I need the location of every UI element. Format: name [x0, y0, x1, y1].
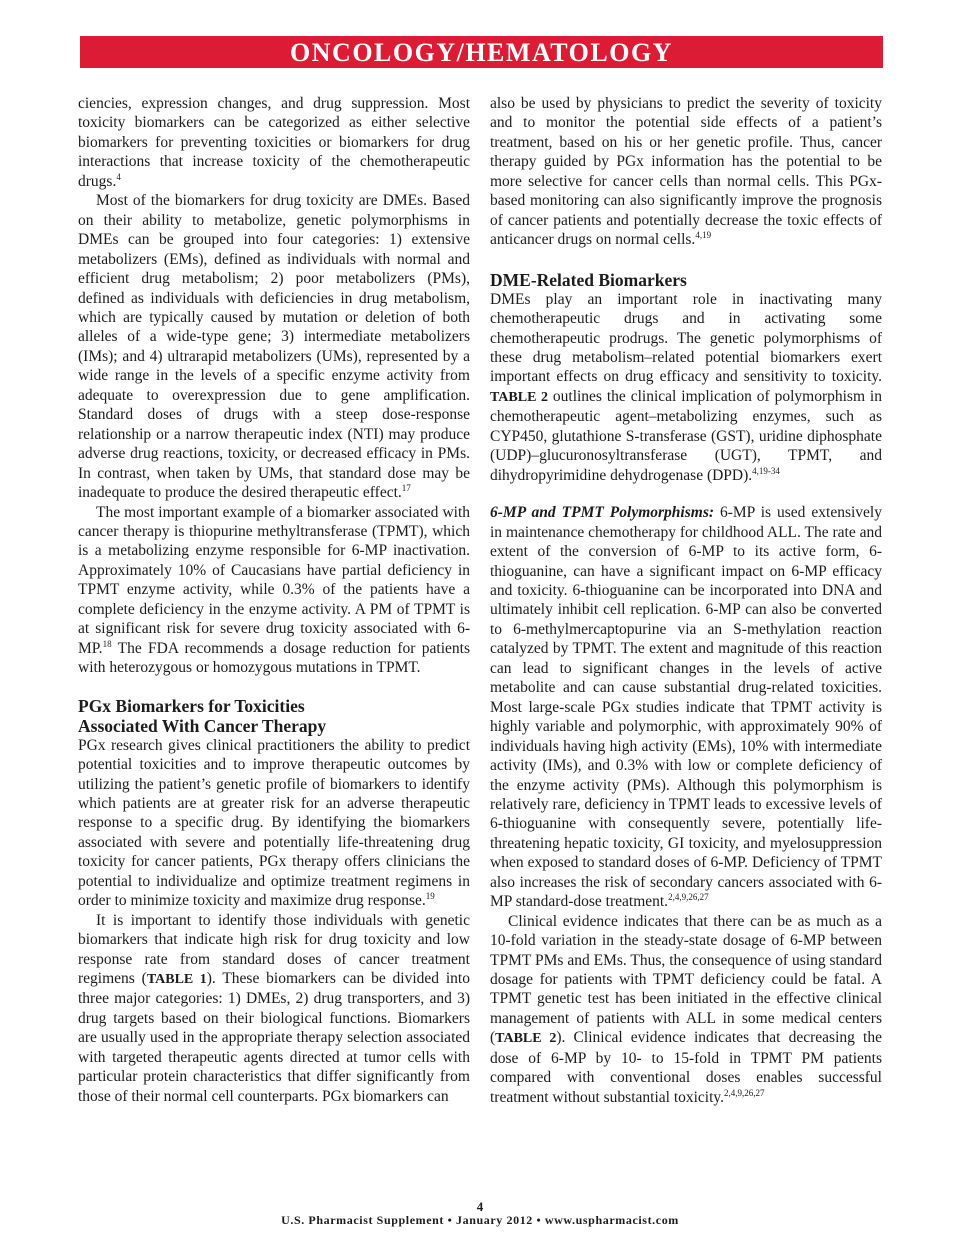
reference-superscript: 19: [425, 891, 435, 902]
publication-footer: U.S. Pharmacist Supplement • January 2012 • www.uspharmacist.com: [281, 1213, 679, 1227]
paragraph: [490, 94, 882, 250]
body-text: outlines the clinical implication of polymorphism in chemotherapeutic agent–metabolizing enzymes, such as CYP450, glutathione S-transferase (GST), uridine diphosphate (UDP)–glucuronosyltransferase (UGT), TPMT, and dihydropyrimidine dehydrogenase (DPD).: [490, 387, 882, 484]
table-reference: TABLE 2: [490, 389, 548, 405]
table-reference: TABLE 1: [146, 972, 207, 988]
reference-superscript: 2,4,9,26,27: [724, 1087, 765, 1098]
body-text: also be used by physicians to predict the severity of toxicity and to monitor the potential side effects of a patient’s treatment, based on his or her genetic profile. Thus, cancer therapy guided by PGx information has the potential to be more selective for cancer cells than normal cells. This PGx-based monitoring can also significantly improve the prognosis of cancer patients and potentially decrease the toxic effects of anticancer drugs on normal cells.: [490, 95, 882, 249]
paragraph: [78, 191, 470, 502]
left-column: [78, 94, 470, 1106]
reference-superscript: 2,4,9,26,27: [668, 892, 709, 903]
body-text: Most of the biomarkers for drug toxicity are DMEs. Based on their ability to metabolize, genetic polymorphisms in DMEs can be grouped into four categories: 1) extensive metabolizers (EMs), defined as individuals with normal and efficient drug metabolism; 2) poor metabolizers (PMs), defined as individuals with deficiencies in drug metabolism, which are typically caused by mutation or deletion of both alleles of a wide-type gene; 3) intermediate metabolizers (IMs); and 4) ultrarapid metabolizers (UMs), represented by a wide range in the levels of a specific enzyme activity from adequate to overexpression due to gene amplification. Standard doses of drugs with a steep dose-response relationship or a narrow therapeutic index (NTI) may produce adverse drug reactions, toxicity, or decreased efficacy in PMs. In contrast, when taken by UMs, that standard dose may be inadequate to produce the desired therapeutic effect.: [78, 192, 470, 502]
paragraph: [78, 94, 470, 191]
section-heading: DME-Related Biomarkers: [490, 269, 687, 290]
reference-superscript: 17: [401, 482, 411, 493]
reference-superscript: 4: [116, 171, 121, 182]
spacer: [490, 485, 882, 503]
body-text: Clinical evidence indicates that there can be as much as a 10-fold variation in the steady-state dosage of 6-MP between TPMT PMs and EMs. Thus, the consequence of using standard dosage for patients with TPMT deficiency could be fatal. A TPMT genetic test has been initiated in the effective clinical management of patients with ALL in some medical centers (: [490, 912, 882, 1047]
body-text: ). Clinical evidence indicates that decreasing the dose of 6-MP by 10- to 15-fold in TPMT PM patients compared with conventional doses enables successful treatment without substantial toxicity.: [490, 1029, 882, 1106]
body-text: 6-MP is used extensively in maintenance chemotherapy for childhood ALL. The rate and extent of the conversion of 6-MP to its active form, 6-thioguanine, can have a significant impact on 6-MP efficacy and toxicity. 6-thioguanine can be incorporated into DNA and ultimately inhibit cell replication. 6-MP can also be converted to 6-methylmercaptopurine via an S-methylation reaction catalyzed by TPMT. The extent and magnitude of this reaction can lead to significant changes in the levels of active metabolite and can cause substantial drug-related toxicities. Most large-scale PGx studies indicate that TPMT activity is highly variable and polymorphic, with approximately 90% of individuals having high activity (EMs), 10% with intermediate activity (IMs), and 0.3% with low or complete deficiency of the enzyme activity (PMs). Although this polymorphism is relatively rare, deficiency in TPMT leads to excessive levels of 6-thioguanine with consequently severe, potentially life-threatening hepatic toxicity, GI toxicity, and myelosuppression when exposed to standard doses of 6-MP. Deficiency of TPMT also increases the risk of secondary cancers associated with 6-MP standard-dose treatment.: [490, 504, 882, 911]
body-text: It is important to identify those individuals with genetic biomarkers that indicate high risk for drug toxicity and low response rate from standard doses of cancer treatment regimens (: [78, 911, 470, 988]
section-banner: ONCOLOGY/HEMATOLOGY: [80, 36, 883, 68]
body-text: The most important example of a biomarker associated with cancer therapy is thiopurine methyltransferase (TPMT), which is a metabolizing enzyme responsible for 6-MP inactivation. Approximately 10% of Caucasians have partial deficiency in TPMT enzyme activity, while 0.3% of the patients have a complete deficiency in the enzyme activity. A PM of TPMT is at significant risk for severe drug toxicity associated with 6-MP.: [78, 503, 470, 657]
body-text: ciencies, expression changes, and drug suppression. Most toxicity biomarkers can be categorized as either selective biomarkers for preventing toxicities or biomarkers for drug interactions that increase toxicity of the chemotherapeutic drugs.: [78, 95, 470, 190]
paragraph: [490, 290, 882, 486]
run-in-subheading: 6-MP and TPMT Polymorphisms:: [490, 504, 715, 522]
table-reference: TABLE 2: [495, 1031, 557, 1047]
paragraph: [78, 736, 470, 911]
paragraph: [78, 911, 470, 1107]
page-number: 4: [476, 1199, 484, 1214]
paragraph: [490, 912, 882, 1108]
paragraph: [78, 503, 470, 678]
body-text: PGx research gives clinical practitioners the ability to predict potential toxicities and to improve therapeutic outcomes by utilizing the patient’s genetic profile of biomarkers to identify which patients are at greater risk for an adverse therapeutic response to a specific drug. By identifying the biomarkers associated with severe and potentially life-threatening drug toxicity for cancer patients, PGx therapy offers clinicians the potential to individualize and optimize treatment regimens in order to minimize toxicity and maximize drug response.: [78, 736, 470, 910]
right-column: [490, 94, 882, 1107]
reference-superscript: 4,19-34: [752, 465, 780, 476]
section-heading: [78, 696, 470, 736]
reference-superscript: 4,19: [695, 230, 712, 241]
heading-line: Associated With Cancer Therapy: [78, 715, 327, 736]
body-text: DMEs play an important role in inactivating many chemotherapeutic drugs and in activating some chemotherapeutic prodrugs. The genetic polymorphisms of these drug metabolism–related potential biomarkers exert important effects on drug efficacy and sensitivity to toxicity.: [490, 290, 882, 386]
paragraph: [490, 503, 882, 912]
reference-superscript: 18: [102, 638, 112, 649]
body-text: The FDA recommends a dosage reduction for patients with heterozygous or homozygous mutations in TPMT.: [78, 639, 470, 677]
heading-line: PGx Biomarkers for Toxicities: [78, 695, 305, 716]
body-text: ). These biomarkers can be divided into three major categories: 1) DMEs, 2) drug transporters, and 3) drug targets based on their biological functions. Biomarkers are usually used in the appropriate therapy selection associated with targeted therapeutic agents directed at tumor cells with particular protein characteristics that differ significantly from those of their normal cell counterparts. PGx biomarkers can: [78, 970, 470, 1105]
